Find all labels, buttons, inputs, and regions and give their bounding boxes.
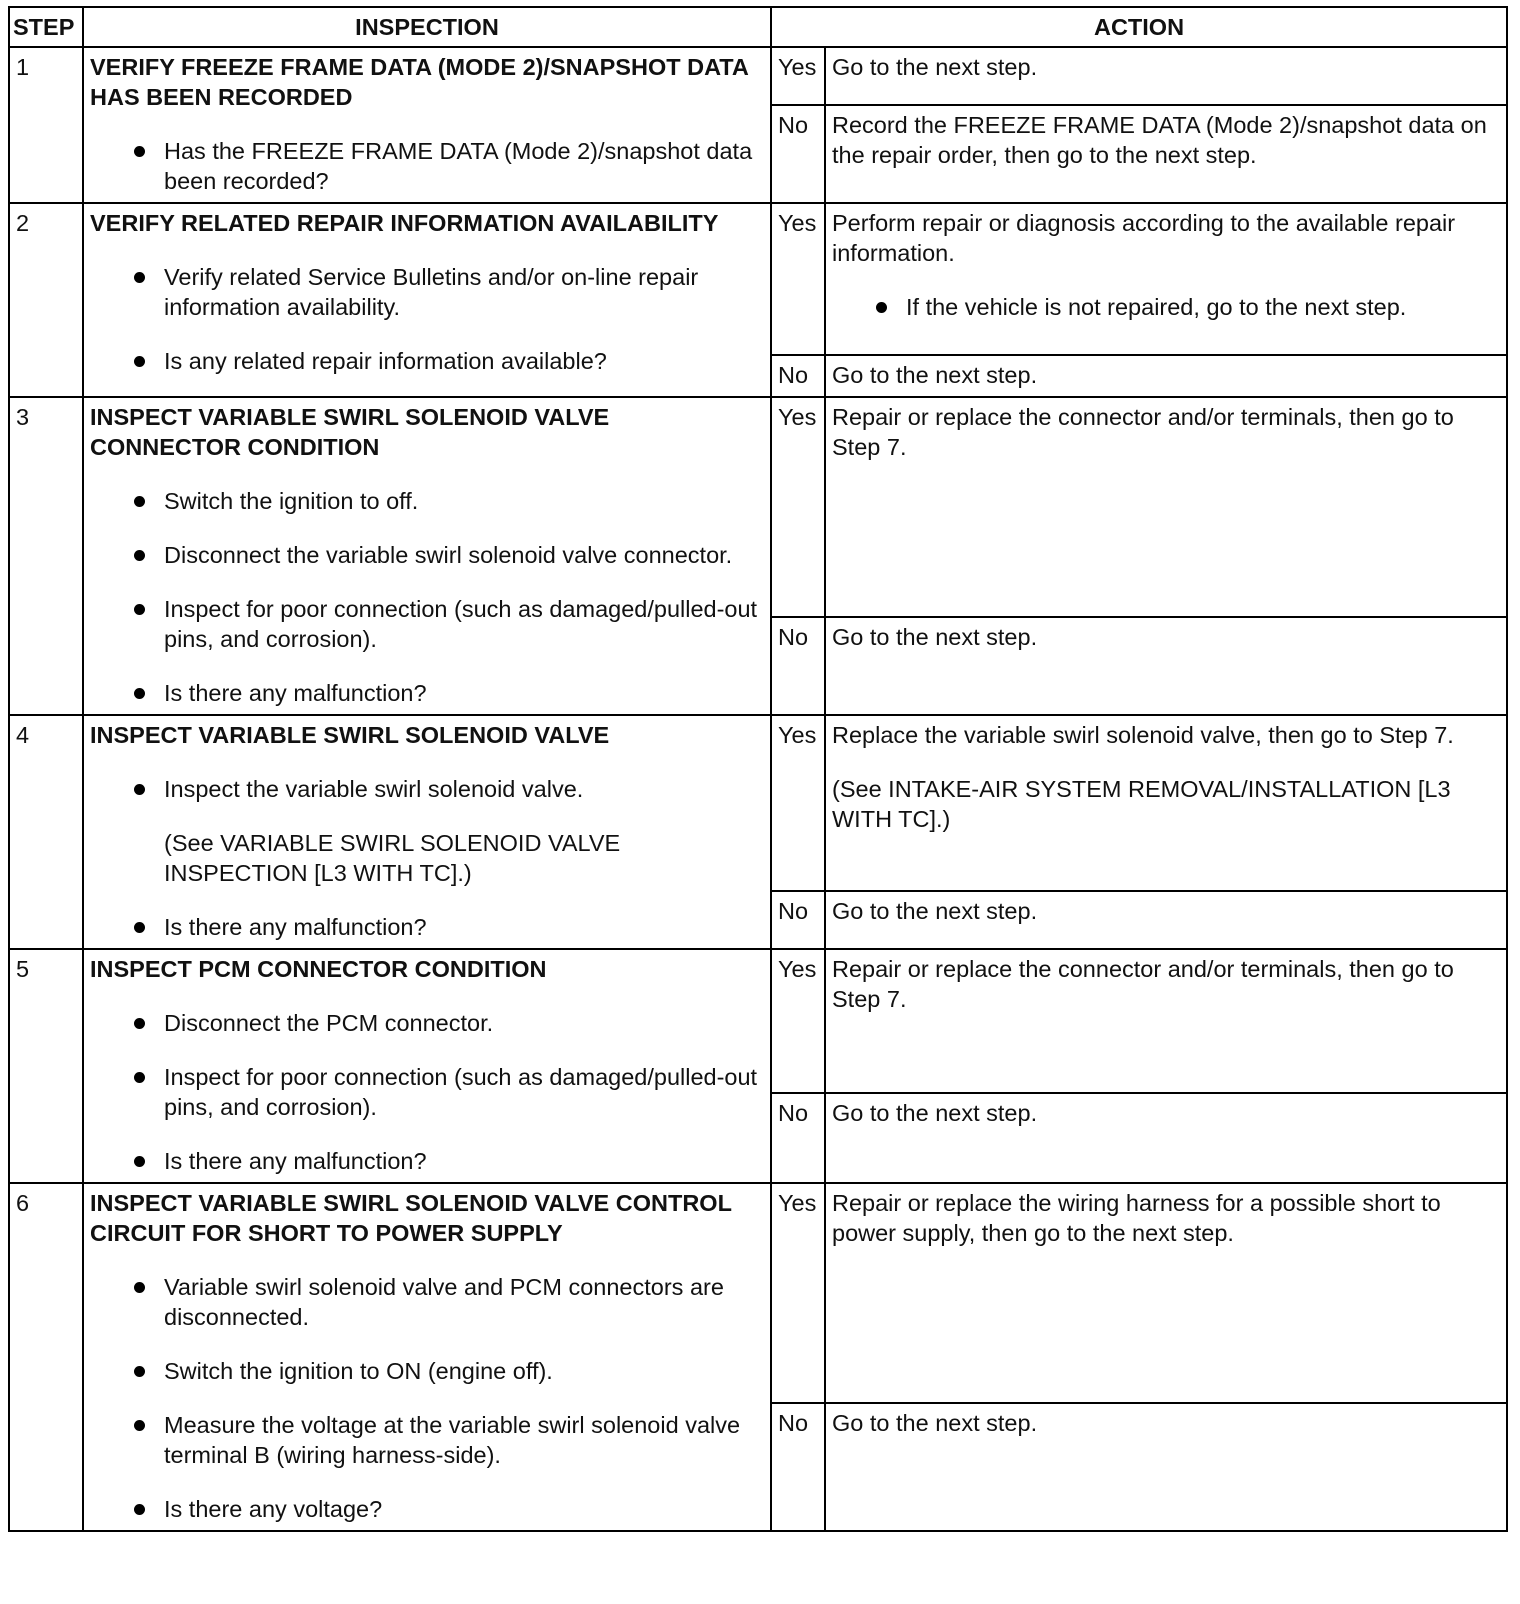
inspection-item: Verify related Service Bulletins and/or on-line repair information availability. — [90, 262, 764, 322]
step-6-yes-row — [9, 1183, 1507, 1403]
inspection-item: Is there any malfunction? — [90, 1146, 764, 1176]
inspection-item: Is there any voltage? — [90, 1494, 764, 1524]
action-text: Go to the next step. — [832, 1100, 1038, 1126]
yes-label: Yes — [771, 1183, 825, 1403]
step-number: 6 — [9, 1183, 83, 1531]
action-yes — [825, 715, 1507, 891]
yes-label: Yes — [771, 397, 825, 617]
step-number: 3 — [9, 397, 83, 715]
inspection-title: VERIFY FREEZE FRAME DATA (MODE 2)/SNAPSHOT DATA HAS BEEN RECORDED — [90, 54, 749, 110]
inspection-item: Inspect for poor connection (such as damaged/pulled-out pins, and corrosion). — [90, 594, 764, 654]
inspection-list — [90, 1008, 764, 1176]
action-yes — [825, 949, 1507, 1093]
yes-label: Yes — [771, 949, 825, 1093]
no-label: No — [771, 105, 825, 203]
inspection-item-note: (See VARIABLE SWIRL SOLENOID VALVE INSPECTION [L3 WITH TC].) — [164, 830, 621, 886]
inspection-cell — [83, 1183, 771, 1531]
header-action: ACTION — [771, 7, 1507, 47]
action-text: Repair or replace the connector and/or terminals, then go to Step 7. — [832, 404, 1454, 460]
step-5-yes-row — [9, 949, 1507, 1093]
inspection-list — [90, 262, 764, 376]
inspection-cell — [83, 397, 771, 715]
action-text: Repair or replace the wiring harness for a possible short to power supply, then go to the next step. — [832, 1190, 1441, 1246]
inspection-item: Is there any malfunction? — [90, 912, 764, 942]
no-label: No — [771, 891, 825, 949]
header-inspection: INSPECTION — [83, 7, 771, 47]
action-bullet: If the vehicle is not repaired, go to the next step. — [832, 292, 1500, 322]
inspection-item: Disconnect the variable swirl solenoid valve connector. — [90, 540, 764, 570]
inspection-cell — [83, 203, 771, 397]
inspection-title: INSPECT VARIABLE SWIRL SOLENOID VALVE — [90, 722, 610, 748]
inspection-item: Switch the ignition to ON (engine off). — [90, 1356, 764, 1386]
action-no — [825, 1403, 1507, 1531]
inspection-title: VERIFY RELATED REPAIR INFORMATION AVAILABILITY — [90, 210, 719, 236]
no-label: No — [771, 617, 825, 715]
diagnostic-page — [8, 6, 1506, 1532]
inspection-list — [90, 774, 764, 942]
no-label: No — [771, 1093, 825, 1183]
inspection-item: Has the FREEZE FRAME DATA (Mode 2)/snapshot data been recorded? — [90, 136, 764, 196]
inspection-list — [90, 486, 764, 708]
action-text: Repair or replace the connector and/or terminals, then go to Step 7. — [832, 956, 1454, 1012]
inspection-item: Is there any malfunction? — [90, 678, 764, 708]
action-text: Go to the next step. — [832, 898, 1038, 924]
inspection-item: Switch the ignition to off. — [90, 486, 764, 516]
action-yes — [825, 203, 1507, 355]
inspection-title: INSPECT PCM CONNECTOR CONDITION — [90, 956, 547, 982]
step-4-yes-row — [9, 715, 1507, 891]
yes-label: Yes — [771, 203, 825, 355]
action-text: Go to the next step. — [832, 54, 1038, 80]
action-no — [825, 617, 1507, 715]
inspection-item: Disconnect the PCM connector. — [90, 1008, 764, 1038]
inspection-title: INSPECT VARIABLE SWIRL SOLENOID VALVE CONNECTOR CONDITION — [90, 404, 610, 460]
inspection-title: INSPECT VARIABLE SWIRL SOLENOID VALVE CONTROL CIRCUIT FOR SHORT TO POWER SUPPLY — [90, 1190, 732, 1246]
inspection-item: Is any related repair information available? — [90, 346, 764, 376]
step-2-yes-row — [9, 203, 1507, 355]
action-reference: (See INTAKE-AIR SYSTEM REMOVAL/INSTALLATION [L3 WITH TC].) — [832, 776, 1451, 832]
header-row — [9, 7, 1507, 47]
action-text: Go to the next step. — [832, 1410, 1038, 1436]
yes-label: Yes — [771, 715, 825, 891]
step-number: 4 — [9, 715, 83, 949]
action-no — [825, 891, 1507, 949]
inspection-cell — [83, 715, 771, 949]
yes-label: Yes — [771, 47, 825, 105]
step-1-yes-row — [9, 47, 1507, 105]
header-step: STEP — [9, 7, 83, 47]
action-text: Replace the variable swirl solenoid valve, then go to Step 7. — [832, 722, 1454, 748]
inspection-cell — [83, 949, 771, 1183]
inspection-item: Variable swirl solenoid valve and PCM connectors are disconnected. — [90, 1272, 764, 1332]
step-number: 1 — [9, 47, 83, 203]
action-text: Record the FREEZE FRAME DATA (Mode 2)/snapshot data on the repair order, then go to the next step. — [832, 112, 1487, 168]
step-number: 2 — [9, 203, 83, 397]
no-label: No — [771, 355, 825, 397]
action-text: Go to the next step. — [832, 362, 1038, 388]
inspection-list — [90, 136, 764, 196]
action-yes — [825, 397, 1507, 617]
inspection-list — [90, 1272, 764, 1524]
inspection-cell — [83, 47, 771, 203]
inspection-item-text: Inspect the variable swirl solenoid valve. — [164, 776, 584, 802]
inspection-item — [90, 774, 764, 888]
action-no — [825, 1093, 1507, 1183]
inspection-item: Inspect for poor connection (such as damaged/pulled-out pins, and corrosion). — [90, 1062, 764, 1122]
action-no — [825, 355, 1507, 397]
action-text: Go to the next step. — [832, 624, 1038, 650]
step-3-yes-row — [9, 397, 1507, 617]
diagnostic-table — [8, 6, 1508, 1532]
action-yes — [825, 1183, 1507, 1403]
no-label: No — [771, 1403, 825, 1531]
action-no — [825, 105, 1507, 203]
action-bullets — [832, 292, 1500, 322]
inspection-item: Measure the voltage at the variable swirl solenoid valve terminal B (wiring harness-side). — [90, 1410, 764, 1470]
action-yes — [825, 47, 1507, 105]
action-text: Perform repair or diagnosis according to the available repair information. — [832, 210, 1456, 266]
step-number: 5 — [9, 949, 83, 1183]
